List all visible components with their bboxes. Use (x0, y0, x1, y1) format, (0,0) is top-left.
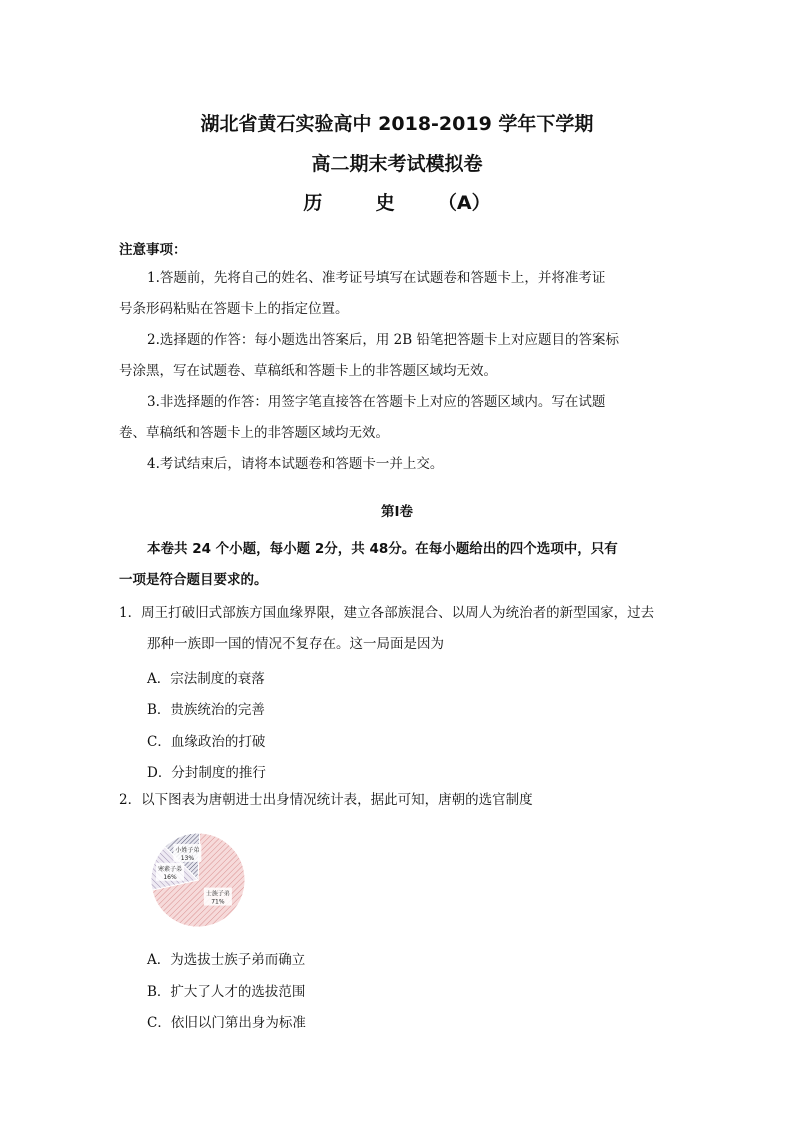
pie-chart (148, 830, 248, 930)
notice-item3-line2: 卷、草稿纸和答题卡上的非答题区域均无效。 (119, 425, 389, 441)
pie-label-xiaoxing: 小姓子弟 (175, 846, 200, 854)
notice-item2-line2: 号涂黑，写在试题卷、草稿纸和答题卡上的非答题区域均无效。 (119, 363, 497, 379)
q1-option-a: A．宗法制度的衰落 (147, 671, 265, 687)
q1-stem-line1: 1．周王打破旧式部族方国血缘界限，建立各部族混合、以周人为统治者的新型国家，过去 (119, 605, 655, 621)
q1-option-c: C．血缘政治的打破 (147, 734, 266, 750)
notice-item3-line1: 3.非选择题的作答：用签字笔直接答在答题卡上对应的答题区域内。写在试题 (147, 394, 606, 410)
exam-subject-line (0, 188, 794, 215)
pie-value-xiaoxing: 13% (180, 854, 195, 862)
q2-option-c: C．依旧以门第出身为标准 (147, 1015, 306, 1031)
q2-option-a: A．为选拔士族子弟而确立 (147, 952, 306, 968)
subject-char1: 历 (303, 192, 323, 214)
notice-item4: 4.考试结束后，请将本试题卷和答题卡一并上交。 (147, 456, 444, 472)
section-title: 第Ⅰ卷 (380, 504, 414, 520)
pie-value-hansu: 16% (163, 873, 177, 881)
notice-title: 注意事项： (119, 242, 187, 258)
q1-option-b: B．贵族统治的完善 (147, 702, 265, 718)
pie-value-shizu: 71% (211, 898, 225, 906)
pie-label-shizu: 士族子弟 (205, 890, 230, 898)
paper-version: （A） (437, 192, 491, 214)
exam-title-line2: 高二期末考试模拟卷 (311, 153, 483, 175)
notice-item2-line1: 2.选择题的作答：每小题选出答案后，用 2B 铅笔把答题卡上对应题目的答案标 (147, 332, 619, 348)
q2-option-b: B．扩大了人才的选拔范围 (147, 984, 306, 1000)
section-instruction-line2: 一项是符合题目要求的。 (119, 572, 268, 588)
section-instruction-line1: 本卷共 24 个小题，每小题 2分，共 48分。在每小题给出的四个选项中，只有 (147, 541, 618, 557)
pie-label-hansu: 寒素子弟 (158, 865, 183, 873)
pie-chart-svg (148, 830, 248, 930)
subject-char2: 史 (375, 192, 395, 214)
notice-item1-line2: 号条形码粘贴在答题卡上的指定位置。 (119, 301, 349, 317)
exam-title-line1: 湖北省黄石实验高中 2018-2019 学年下学期 (200, 113, 594, 135)
q1-option-d: D．分封制度的推行 (147, 765, 266, 781)
q1-stem-line2: 那种一族即一国的情况不复存在。这一局面是因为 (147, 636, 444, 652)
notice-item1-line1: 1.答题前，先将自己的姓名、准考证号填写在试题卷和答题卡上，并将准考证 (147, 270, 606, 286)
q2-stem: 2．以下图表为唐朝进士出身情况统计表，据此可知，唐朝的选官制度 (119, 792, 533, 808)
